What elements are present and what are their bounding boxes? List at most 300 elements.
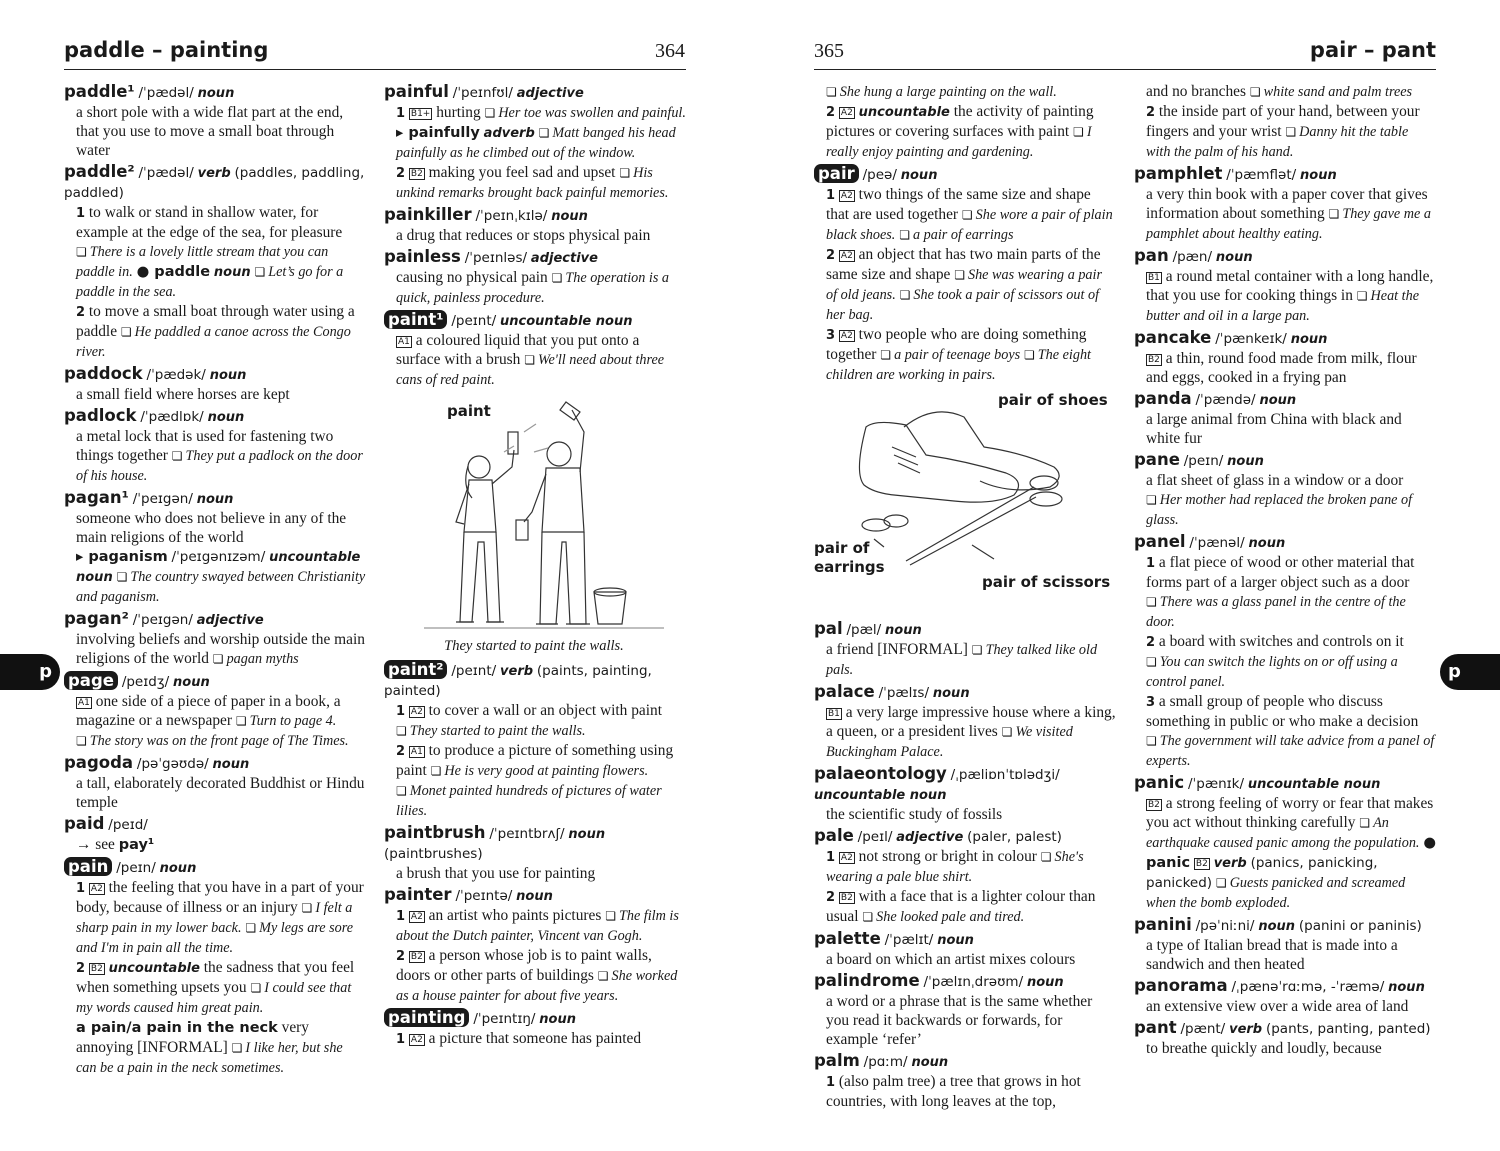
part-of-speech: noun <box>1300 168 1337 183</box>
example: ❏ There is a lovely little stream that you can paddle in. <box>76 244 328 280</box>
example: ❏ pagan myths <box>213 651 299 667</box>
headword: painting <box>384 1008 469 1027</box>
pronunciation: /ˈpædlɒk/ <box>140 409 204 425</box>
headword: pan <box>1134 246 1169 265</box>
sense-number: 2 <box>826 890 836 905</box>
example: ❏ We visited Buckingham Palace. <box>826 724 1073 760</box>
definition: to produce a picture of something using paint <box>396 742 674 779</box>
definition: a small group of people who discuss something in public or who make a decision <box>1146 693 1419 730</box>
definition: causing no physical pain <box>396 269 548 286</box>
inflections: (pants, panting, panted) <box>1265 1021 1431 1037</box>
register-label: [INFORMAL] <box>877 641 968 658</box>
definition: the sadness that you feel when something upsets you <box>76 959 355 996</box>
sense-number: 1 <box>396 909 406 924</box>
part-of-speech: noun <box>1388 980 1425 995</box>
example: ❏ My legs are sore and I'm in pain all the time. <box>76 920 353 956</box>
pronunciation: /ˈpænkeɪk/ <box>1215 331 1287 347</box>
entry-pagoda <box>64 753 366 812</box>
entry-pain <box>64 857 366 1078</box>
definition: a board with switches and controls on it <box>1158 633 1404 650</box>
derived-form: ● panic <box>1146 835 1436 871</box>
entry-panorama <box>1134 976 1436 1016</box>
part-of-speech: uncountable noun <box>500 314 633 329</box>
level-badge: B2 <box>1195 859 1208 869</box>
headword: palette <box>814 929 881 948</box>
headword: pagoda <box>64 753 134 772</box>
inflections: (paintbrushes) <box>384 846 483 862</box>
level-badge: A2 <box>410 707 423 717</box>
level-badge: A2 <box>840 853 853 863</box>
definition: a coloured liquid that you put onto a surface with a brush <box>396 332 640 368</box>
pronunciation: /ˈpeɪgən/ <box>132 491 193 507</box>
definition: a type of Italian bread that is made into a sandwich and then heated <box>1146 937 1398 973</box>
part-of-speech: noun <box>1227 454 1264 469</box>
level-badge: B2 <box>90 964 103 974</box>
level-badge: B1+ <box>410 109 431 119</box>
example: ❏ His unkind remarks brought back painful memories. <box>396 165 668 201</box>
painters-drawing <box>384 392 684 637</box>
definition: to move a small boat through water using a paddle <box>76 303 355 340</box>
example: ❏ Turn to page 4. <box>236 713 336 729</box>
example: ❏ The eight children are working in pairs. <box>826 347 1091 383</box>
level-badge: B2 <box>1148 355 1160 365</box>
entry-paddle-2 <box>64 162 366 362</box>
sense-number: 1 <box>1146 556 1156 571</box>
pronunciation: /pæn/ <box>1172 249 1213 265</box>
definition: a round metal container with a long handle, that you use for cooking things in <box>1146 268 1434 304</box>
derived-form: ▸ painfully <box>396 125 480 141</box>
part-of-speech: noun <box>212 757 250 772</box>
part-of-speech: noun <box>911 1055 949 1070</box>
example: ❏ Heat the butter and oil in a large pan. <box>1146 288 1419 324</box>
definition: a small field where horses are kept <box>76 386 290 403</box>
definition: the activity of painting pictures or covering surfaces with paint <box>826 103 1094 140</box>
headword: panel <box>1134 532 1186 551</box>
part-of-speech: noun <box>159 861 197 876</box>
headword: pant <box>1134 1018 1177 1037</box>
pronunciation: /pænt/ <box>1180 1021 1226 1037</box>
definition: with a face that is a lighter colour than usual <box>826 888 1096 925</box>
example: ❏ She took a pair of scissors out of her bag. <box>826 287 1099 323</box>
illustration-label: pair of scissors <box>982 573 1111 591</box>
pronunciation: /ˌpænəˈrɑːmə, -ˈræmə/ <box>1231 979 1385 995</box>
part-of-speech: noun <box>932 686 970 701</box>
entry-pagan-2 <box>64 609 366 669</box>
part-of-speech: noun <box>1259 393 1297 408</box>
part-of-speech: adjective <box>196 613 264 628</box>
example: ❏ a pair of earrings <box>899 227 1013 243</box>
level-badge: A2 <box>840 331 853 341</box>
headword: paddle² <box>64 162 135 181</box>
entry-pagan-1 <box>64 488 366 607</box>
headword: panda <box>1134 389 1192 408</box>
part-of-speech: noun <box>900 168 938 183</box>
level-badge: B2 <box>410 169 423 179</box>
entry-painless <box>384 247 686 308</box>
definition: a tall, elaborately decorated Buddhist or Hindu temple <box>76 775 365 811</box>
example: ❏ There was a glass panel in the centre of the door. <box>1146 594 1406 630</box>
example: ❏ She was wearing a pair of old jeans. <box>826 267 1102 303</box>
level-badge: A2 <box>840 191 853 201</box>
level-badge: B2 <box>840 893 853 903</box>
part-of-speech: noun <box>1248 536 1286 551</box>
register-label: [INFORMAL] <box>137 1039 228 1056</box>
entry-paid <box>64 814 366 855</box>
column-1 <box>814 82 1116 1113</box>
pronunciation: /ˈpæmflət/ <box>1226 167 1297 183</box>
pronunciation: /pəˈgəʊdə/ <box>136 756 209 772</box>
definition: a drug that reduces or stops physical pain <box>396 227 651 244</box>
pronunciation: /ˈpeɪntbrʌʃ/ <box>489 826 565 842</box>
inflections: (paddles, paddling, paddled) <box>64 165 365 201</box>
headword: palm <box>814 1051 860 1070</box>
headword: panic <box>1134 773 1185 792</box>
part-of-speech: noun <box>1215 250 1253 265</box>
entry-painful <box>384 82 686 203</box>
part-of-speech: uncountable noun <box>1247 777 1381 792</box>
sense-number: 2 <box>1146 105 1156 120</box>
definition: and no branches <box>1146 83 1247 100</box>
level-badge: A2 <box>90 884 103 894</box>
part-of-speech: noun <box>516 889 553 904</box>
pronunciation: /peɪd/ <box>108 817 148 833</box>
page-header-title: paddle – painting <box>64 38 269 62</box>
example: ❏ white sand and palm trees <box>1250 84 1412 100</box>
sense-number: 2 <box>396 166 406 181</box>
pronunciation: /pæl/ <box>846 622 882 638</box>
level-badge: A1 <box>78 698 90 708</box>
part-of-speech: noun <box>207 410 245 425</box>
level-badge: A1 <box>398 337 410 347</box>
headword: pancake <box>1134 328 1212 347</box>
sense-number: 1 <box>826 188 836 203</box>
right-page <box>750 0 1500 1151</box>
entry-palace <box>814 682 1116 762</box>
entry-paint-1 <box>384 310 686 390</box>
definition: the scientific study of fossils <box>826 806 1003 823</box>
page-header-title: pair – pant <box>1309 38 1436 62</box>
example: ❏ She worked as a house painter for about five years. <box>396 968 677 1004</box>
definition: an artist who paints pictures <box>428 907 602 924</box>
part-of-speech: noun <box>213 265 251 280</box>
example: ❏ Her toe was swollen and painful. <box>485 105 686 121</box>
example: ❏ Danny hit the table with the palm of his hand. <box>1146 124 1408 160</box>
pronunciation: /ˈpeɪnləs/ <box>464 250 528 266</box>
thumb-index-tab[interactable]: p <box>1440 654 1500 690</box>
example: ❏ The story was on the front page of The Times. <box>76 733 349 749</box>
pronunciation: /ˈpælɪs/ <box>878 685 930 701</box>
illustration-label: pair of earrings <box>814 539 885 576</box>
pronunciation: /peɪdʒ/ <box>121 674 170 690</box>
example: ❏ I felt a sharp pain in my lower back. <box>76 900 352 936</box>
pronunciation: /peə/ <box>862 167 897 183</box>
part-of-speech: uncountable noun <box>76 550 361 585</box>
definition: a flat piece of wood or other material that forms part of a larger object such as a door <box>1146 554 1415 591</box>
headword: panini <box>1134 915 1192 934</box>
sense-number: 2 <box>1146 635 1156 650</box>
part-of-speech: noun <box>1258 919 1296 934</box>
headword: paddock <box>64 364 143 383</box>
definition: the inside part of your hand, between your fingers and your wrist <box>1146 103 1420 140</box>
entry-pane <box>1134 450 1436 530</box>
example: ❏ The government will take advice from a panel of experts. <box>1146 733 1434 769</box>
header-rule <box>814 69 1436 70</box>
part-of-speech: noun <box>173 675 210 690</box>
pronunciation: /ˈpeɪntə/ <box>455 888 513 904</box>
part-of-speech: verb <box>1229 1022 1263 1037</box>
definition: a picture that someone has painted <box>428 1030 642 1047</box>
pronunciation: /pəˈniːni/ <box>1195 918 1255 934</box>
part-of-speech: noun <box>937 933 974 948</box>
part-of-speech: noun <box>885 623 922 638</box>
sense-number: 2 <box>826 105 836 120</box>
headword: painless <box>384 247 461 266</box>
grammar-label: uncountable <box>108 961 200 976</box>
part-of-speech: noun <box>568 827 606 842</box>
definition: a tree that grows in hot countries, with long leaves at the top, <box>826 1073 1081 1110</box>
definition: one side of a piece of paper in a book, a magazine or a newspaper <box>76 693 341 729</box>
entry-paintbrush <box>384 823 686 883</box>
example: ❏ Matt banged his head painfully as he climbed out of the window. <box>396 125 676 161</box>
definition: making you feel sad and upset <box>428 164 616 181</box>
definition: a very thin book with a paper cover that gives information about something <box>1146 186 1428 222</box>
example: ❏ She hung a large painting on the wall. <box>826 84 1057 100</box>
headword: painkiller <box>384 205 472 224</box>
example: ❏ They talked like old pals. <box>826 642 1097 678</box>
definition: a friend <box>826 641 874 658</box>
headword: pal <box>814 619 843 638</box>
pronunciation: /peɪn/ <box>1183 453 1224 469</box>
definition: a thin, round food made from milk, flour and eggs, cooked in a frying pan <box>1146 350 1417 386</box>
definition: an extensive view over a wide area of land <box>1146 998 1409 1015</box>
entry-paddle-1 <box>64 82 366 160</box>
definition: not strong or bright in colour <box>858 848 1037 865</box>
headword: paint² <box>384 660 447 679</box>
part-of-speech: adverb <box>483 126 535 141</box>
entry-pan <box>1134 246 1436 326</box>
definition: a strong feeling of worry or fear that makes you act without thinking carefully <box>1146 795 1434 831</box>
definition: a very large impressive house where a king, a queen, or a president lives <box>826 704 1116 740</box>
level-badge: A2 <box>410 912 423 922</box>
part-of-speech: noun <box>1290 332 1328 347</box>
part-of-speech: verb <box>500 664 534 679</box>
example: ❏ She looked pale and tired. <box>862 909 1024 925</box>
headword: paint¹ <box>384 310 447 329</box>
headword: panorama <box>1134 976 1228 995</box>
definition: a flat sheet of glass in a window or a door <box>1146 472 1404 489</box>
idiom: a pain/a pain in the neck <box>76 1020 278 1036</box>
definition: a word or a phrase that is the same whether you read it backwards or forwards, for example ‘refer’ <box>826 993 1093 1048</box>
level-badge: B1 <box>1148 273 1160 283</box>
pronunciation: /ˌpæliɒnˈtɒlədʒi/ <box>950 767 1060 783</box>
sense-number: 1 <box>396 106 406 121</box>
example: ❏ Monet painted hundreds of pictures of water lilies. <box>396 783 662 819</box>
definition: the feeling that you have in a part of your body, because of illness or an injury <box>76 879 364 916</box>
definition: a person whose job is to paint walls, doors or other parts of buildings <box>396 947 652 984</box>
definition: a brush that you use for painting <box>396 865 596 882</box>
pronunciation: /peɪn/ <box>116 860 156 876</box>
example: ❏ An earthquake caused panic among the population. <box>1146 815 1419 851</box>
entry-painting-cont <box>814 82 1116 162</box>
entry-panda <box>1134 389 1436 448</box>
definition: to walk or stand in shallow water, for example at the edge of the sea, for pleasure <box>76 204 343 241</box>
headword: palace <box>814 682 875 701</box>
headword: pale <box>814 826 854 845</box>
headword: painter <box>384 885 452 904</box>
example: ❏ The film is about the Dutch painter, Vincent van Gogh. <box>396 908 679 944</box>
definition: someone who does not believe in any of the main religions of the world <box>76 510 347 546</box>
page-number: 364 <box>655 40 685 62</box>
grammar-label: uncountable <box>858 105 950 120</box>
pronunciation: /ˈpælɪt/ <box>884 932 934 948</box>
headword: paintbrush <box>384 823 486 842</box>
level-badge: A2 <box>410 1035 423 1045</box>
headword: pamphlet <box>1134 164 1223 183</box>
level-badge: A2 <box>840 251 853 261</box>
part-of-speech: uncountable noun <box>814 788 947 803</box>
example: ❏ The operation is a quick, painless procedure. <box>396 270 669 306</box>
pronunciation: /ˈpeɪgən/ <box>132 612 193 628</box>
headword: page <box>64 671 118 690</box>
sense-number: 2 <box>396 949 406 964</box>
pronunciation: /ˈpælɪnˌdrəʊm/ <box>923 974 1024 990</box>
part-of-speech: verb <box>197 166 231 181</box>
level-badge: A1 <box>410 747 423 757</box>
page-number: 365 <box>814 40 844 62</box>
sense-number: 1 <box>826 1075 836 1090</box>
entry-paint-2 <box>384 660 686 821</box>
pair-illustration <box>814 387 1116 619</box>
part-of-speech: noun <box>1026 975 1064 990</box>
entry-pancake <box>1134 328 1436 387</box>
sense-number: 2 <box>396 744 406 759</box>
column-2 <box>384 82 686 1051</box>
level-badge: A2 <box>840 108 853 118</box>
part-of-speech: noun <box>197 86 235 101</box>
sense-number: 2 <box>826 248 836 263</box>
part-of-speech: noun <box>539 1012 576 1027</box>
paint-illustration <box>384 392 686 660</box>
headword: pagan¹ <box>64 488 129 507</box>
pronunciation: /ˈpædəl/ <box>138 165 194 181</box>
headword: pane <box>1134 450 1180 469</box>
column-1 <box>64 82 366 1080</box>
entry-painter <box>384 885 686 1006</box>
entry-padlock <box>64 406 366 486</box>
example: ❏ She's wearing a pale blue shirt. <box>826 849 1084 885</box>
part-of-speech: noun <box>196 492 234 507</box>
example: ❏ The country swayed between Christianity and paganism. <box>76 569 365 605</box>
part-of-speech: adjective <box>516 86 584 101</box>
pronunciation: /peɪnt/ <box>451 663 497 679</box>
example: ❏ You can switch the lights on or off using a control panel. <box>1146 654 1398 690</box>
derived-form: ● paddle <box>136 264 211 280</box>
definition: an object that has two main parts of the same size and shape <box>826 246 1101 283</box>
entry-pal <box>814 619 1116 680</box>
definition: two people who are doing something together <box>826 326 1087 363</box>
pronunciation: /pɑːm/ <box>863 1054 908 1070</box>
example: ❏ They put a padlock on the door of his house. <box>76 448 363 484</box>
example: ❏ a pair of teenage boys <box>880 347 1020 363</box>
pronunciation: /ˈpænəl/ <box>1189 535 1245 551</box>
cross-reference-link[interactable]: pay¹ <box>118 837 155 853</box>
entry-palaeontology <box>814 764 1116 824</box>
sense-number: 3 <box>826 328 836 343</box>
sense-number: 1 <box>76 881 86 896</box>
header-rule <box>64 69 686 70</box>
sense-number: 2 <box>76 961 86 976</box>
example: ❏ Her mother had replaced the broken pane of glass. <box>1146 492 1412 528</box>
entry-pant <box>1134 1018 1436 1058</box>
part-of-speech: adjective <box>530 251 598 266</box>
entry-pale <box>814 826 1116 927</box>
headword: padlock <box>64 406 137 425</box>
example: ❏ I could see that my words caused him great pain. <box>76 980 351 1016</box>
definition: two things of the same size and shape that are used together <box>826 186 1091 223</box>
example: ❏ We'll need about three cans of red paint. <box>396 352 664 388</box>
entry-pair <box>814 164 1116 385</box>
entry-pamphlet <box>1134 164 1436 244</box>
entry-paddock <box>64 364 366 404</box>
inflections: (paints, painting, painted) <box>384 663 652 699</box>
sense-number: 1 <box>396 704 406 719</box>
pronunciation: /ˈpædəl/ <box>138 85 194 101</box>
headword: pagan² <box>64 609 129 628</box>
entry-painkiller <box>384 205 686 245</box>
entry-painting <box>384 1008 686 1049</box>
thumb-index-tab[interactable]: p <box>0 654 60 690</box>
example: ❏ Guests panicked and screamed when the bomb exploded. <box>1146 875 1405 911</box>
pronunciation: /ˈpeɪntɪŋ/ <box>473 1011 536 1027</box>
inflections: (panics, panicking, panicked) <box>1146 855 1378 891</box>
definition: very annoying <box>76 1019 310 1056</box>
variant-form: (also palm tree) <box>838 1073 936 1090</box>
pronunciation: /ˈpændə/ <box>1195 392 1256 408</box>
sense-number: 3 <box>1146 695 1156 710</box>
example: ❏ They started to paint the walls. <box>396 723 586 739</box>
definition: hurting <box>436 104 481 121</box>
entry-palm-cont <box>1134 82 1436 162</box>
entry-palette <box>814 929 1116 969</box>
pronunciation: /ˈpænɪk/ <box>1188 776 1245 792</box>
headword: paid <box>64 814 105 833</box>
pronunciation: /peɪnt/ <box>451 313 497 329</box>
example: ❏ He is very good at painting flowers. <box>431 763 649 779</box>
part-of-speech: adjective <box>896 830 964 845</box>
level-badge: B2 <box>1148 800 1160 810</box>
sense-number: 1 <box>76 206 86 221</box>
part-of-speech: verb <box>1213 856 1247 871</box>
entry-palindrome <box>814 971 1116 1049</box>
definition: to breathe quickly and loudly, because <box>1146 1040 1382 1057</box>
definition: a board on which an artist mixes colours <box>826 951 1076 968</box>
headword: paddle¹ <box>64 82 135 101</box>
pronunciation: /ˈpeɪnfʊl/ <box>452 85 513 101</box>
illustration-label: paint <box>447 402 491 420</box>
pronunciation: /ˈpeɪgənɪzəm/ <box>171 549 266 565</box>
definition: a metal lock that is used for fastening two things together <box>76 428 334 464</box>
inflections: (panini or paninis) <box>1298 918 1422 934</box>
sense-number: 2 <box>76 305 86 320</box>
example: ❏ He paddled a canoe across the Congo river. <box>76 324 351 360</box>
definition: to cover a wall or an object with paint <box>428 702 663 719</box>
pronunciation: /ˈpædək/ <box>146 367 206 383</box>
shoes-earrings-scissors-drawing <box>814 387 1114 619</box>
headword: palaeontology <box>814 764 947 783</box>
inflections: (paler, palest) <box>967 829 1062 845</box>
pronunciation: /peɪl/ <box>857 829 893 845</box>
sense-number: 1 <box>396 1032 406 1047</box>
